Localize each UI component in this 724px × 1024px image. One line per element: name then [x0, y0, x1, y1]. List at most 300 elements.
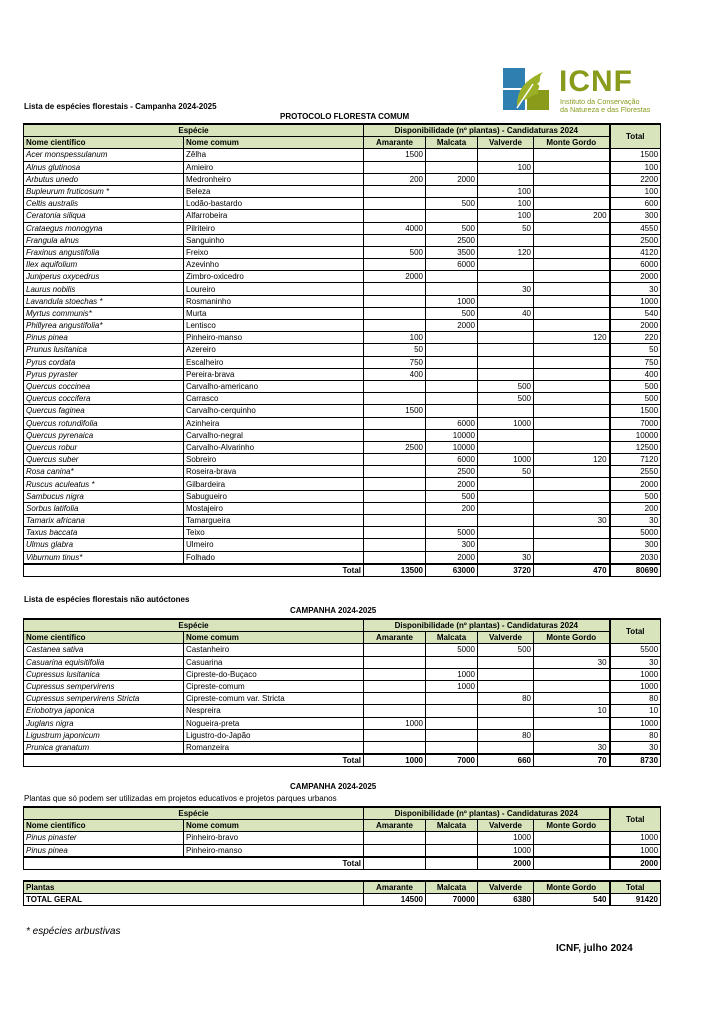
- cell-valverde: [478, 271, 534, 283]
- cell-amarante: [364, 515, 426, 527]
- cell-valverde: 500: [478, 644, 534, 656]
- cell-scientific-name: Prunica granatum: [24, 741, 184, 754]
- cell-scientific-name: Viburnum tinus*: [24, 551, 184, 564]
- cell-scientific-name: Prunus lusitanica: [24, 344, 184, 356]
- cell-amarante: [364, 307, 426, 319]
- cell-monte-gordo: 200: [534, 210, 610, 222]
- cell-scientific-name: Castanea sativa: [24, 644, 184, 656]
- cell-valverde: 40: [478, 307, 534, 319]
- table-row: [24, 271, 661, 283]
- cell-amarante: 2000: [364, 271, 426, 283]
- cell-common-name: Nogueira-preta: [184, 717, 364, 729]
- cell-valverde: [478, 259, 534, 271]
- header-disponibilidade: Disponibilidade (nº plantas) - Candidaturas 2024: [364, 619, 610, 632]
- non-native-species-table: [23, 618, 661, 767]
- cell-malcata: [426, 717, 478, 729]
- cell-malcata: [426, 693, 478, 705]
- table-row: [24, 344, 661, 356]
- cell-monte-gordo: [534, 271, 610, 283]
- urban-projects-table: [23, 806, 661, 870]
- cell-common-name: Tamargueira: [184, 515, 364, 527]
- cell-amarante: [364, 844, 426, 857]
- header-especie: Espécie: [24, 807, 364, 820]
- table-row: [24, 527, 661, 539]
- cell-total: 1500: [610, 149, 661, 161]
- cell-common-name: Amieiro: [184, 161, 364, 173]
- header-nome-comum: Nome comum: [184, 632, 364, 644]
- grand-total-monte-gordo: 540: [534, 894, 610, 906]
- document-signature: ICNF, julho 2024: [556, 943, 633, 954]
- cell-common-name: Freixo: [184, 246, 364, 258]
- cell-monte-gordo: [534, 320, 610, 332]
- cell-valverde: [478, 368, 534, 380]
- cell-valverde: 100: [478, 210, 534, 222]
- cell-scientific-name: Cupressus lusitanica: [24, 668, 184, 680]
- table-row: [24, 210, 661, 222]
- cell-valverde: 80: [478, 729, 534, 741]
- cell-malcata: [426, 332, 478, 344]
- cell-amarante: [364, 644, 426, 656]
- total-label: Total: [24, 857, 364, 870]
- cell-monte-gordo: [534, 185, 610, 197]
- cell-malcata: [426, 271, 478, 283]
- cell-total: 2000: [610, 478, 661, 490]
- header-monte-gordo: Monte Gordo: [534, 881, 610, 894]
- total-valverde: 2000: [478, 857, 534, 870]
- cell-total: 400: [610, 368, 661, 380]
- cell-scientific-name: Ilex aquifolium: [24, 259, 184, 271]
- header-amarante: Amarante: [364, 820, 426, 832]
- cell-common-name: Lentisco: [184, 320, 364, 332]
- cell-malcata: 2000: [426, 551, 478, 564]
- cell-monte-gordo: [534, 405, 610, 417]
- table-row: [24, 161, 661, 173]
- totals-row: [24, 754, 661, 767]
- cell-common-name: Carvalho-negral: [184, 429, 364, 441]
- cell-valverde: [478, 173, 534, 185]
- cell-total: 2000: [610, 271, 661, 283]
- table-row: [24, 539, 661, 551]
- cell-total: 30: [610, 515, 661, 527]
- cell-scientific-name: Crataegus monogyna: [24, 222, 184, 234]
- cell-malcata: [426, 185, 478, 197]
- cell-common-name: Azinheira: [184, 417, 364, 429]
- table-row: [24, 466, 661, 478]
- cell-scientific-name: Eriobotrya japonica: [24, 705, 184, 717]
- cell-scientific-name: Arbutus unedo: [24, 173, 184, 185]
- cell-total: 220: [610, 332, 661, 344]
- cell-valverde: [478, 741, 534, 754]
- cell-valverde: 120: [478, 246, 534, 258]
- oak-leaf-logo-icon: [503, 66, 551, 112]
- cell-malcata: 10000: [426, 441, 478, 453]
- cell-monte-gordo: [534, 417, 610, 429]
- cell-scientific-name: Ulmus glabra: [24, 539, 184, 551]
- cell-amarante: [364, 527, 426, 539]
- cell-valverde: [478, 668, 534, 680]
- cell-total: 1000: [610, 295, 661, 307]
- cell-valverde: 500: [478, 380, 534, 392]
- cell-malcata: [426, 356, 478, 368]
- cell-monte-gordo: [534, 466, 610, 478]
- cell-valverde: 30: [478, 551, 534, 564]
- cell-monte-gordo: 120: [534, 332, 610, 344]
- cell-total: 540: [610, 307, 661, 319]
- cell-amarante: 4000: [364, 222, 426, 234]
- grand-total-malcata: 70000: [426, 894, 478, 906]
- cell-monte-gordo: [534, 644, 610, 656]
- cell-total: 1000: [610, 680, 661, 692]
- cell-monte-gordo: [534, 356, 610, 368]
- cell-valverde: [478, 441, 534, 453]
- header-especie: Espécie: [24, 124, 364, 137]
- cell-valverde: 1000: [478, 832, 534, 844]
- cell-total: 500: [610, 490, 661, 502]
- header-total: Total: [610, 807, 661, 832]
- cell-total: 2550: [610, 466, 661, 478]
- table-row: [24, 198, 661, 210]
- cell-malcata: 6000: [426, 454, 478, 466]
- cell-common-name: Carvalho-americano: [184, 380, 364, 392]
- table-row: [24, 551, 661, 564]
- cell-valverde: [478, 680, 534, 692]
- cell-valverde: [478, 295, 534, 307]
- cell-amarante: [364, 210, 426, 222]
- grand-total-valverde: 6380: [478, 894, 534, 906]
- cell-valverde: [478, 502, 534, 514]
- cell-monte-gordo: [534, 246, 610, 258]
- header-malcata: Malcata: [426, 881, 478, 894]
- cell-monte-gordo: [534, 198, 610, 210]
- total-valverde: 3720: [478, 564, 534, 577]
- cell-scientific-name: Ligustrum japonicum: [24, 729, 184, 741]
- header-amarante: Amarante: [364, 632, 426, 644]
- cell-valverde: 80: [478, 693, 534, 705]
- cell-monte-gordo: [534, 832, 610, 844]
- table-row: [24, 490, 661, 502]
- total-malcata: 63000: [426, 564, 478, 577]
- cell-monte-gordo: 30: [534, 656, 610, 668]
- cell-monte-gordo: 30: [534, 741, 610, 754]
- cell-total: 1000: [610, 717, 661, 729]
- total-total: 80690: [610, 564, 661, 577]
- cell-common-name: Zêlha: [184, 149, 364, 161]
- cell-amarante: [364, 259, 426, 271]
- cell-valverde: 100: [478, 185, 534, 197]
- cell-common-name: Ligustro-do-Japão: [184, 729, 364, 741]
- cell-valverde: [478, 705, 534, 717]
- cell-scientific-name: Celtis australis: [24, 198, 184, 210]
- cell-amarante: 400: [364, 368, 426, 380]
- cell-scientific-name: Tamarix africana: [24, 515, 184, 527]
- cell-malcata: 2500: [426, 466, 478, 478]
- cell-common-name: Cipreste-do-Buçaco: [184, 668, 364, 680]
- cell-malcata: 10000: [426, 429, 478, 441]
- cell-scientific-name: Alnus glutinosa: [24, 161, 184, 173]
- cell-scientific-name: Juniperus oxycedrus: [24, 271, 184, 283]
- header-valverde: Valverde: [478, 632, 534, 644]
- cell-scientific-name: Acer monspessulanum: [24, 149, 184, 161]
- cell-total: 10000: [610, 429, 661, 441]
- cell-total: 2200: [610, 173, 661, 185]
- header-nome-cientifico: Nome científico: [24, 820, 184, 832]
- cell-common-name: Rosmaninho: [184, 295, 364, 307]
- header-monte-gordo: Monte Gordo: [534, 632, 610, 644]
- cell-monte-gordo: [534, 149, 610, 161]
- table-row: [24, 729, 661, 741]
- cell-scientific-name: Cupressus sempervirens: [24, 680, 184, 692]
- table-row: [24, 429, 661, 441]
- cell-scientific-name: Pinus pinea: [24, 332, 184, 344]
- cell-common-name: Azereiro: [184, 344, 364, 356]
- cell-scientific-name: Pyrus pyraster: [24, 368, 184, 380]
- cell-valverde: [478, 320, 534, 332]
- cell-malcata: 1000: [426, 295, 478, 307]
- cell-monte-gordo: [534, 380, 610, 392]
- cell-amarante: [364, 478, 426, 490]
- cell-valverde: [478, 717, 534, 729]
- cell-scientific-name: Laurus nobilis: [24, 283, 184, 295]
- cell-amarante: 500: [364, 246, 426, 258]
- cell-amarante: [364, 283, 426, 295]
- cell-common-name: Carvalho-cerquinho: [184, 405, 364, 417]
- cell-monte-gordo: [534, 429, 610, 441]
- cell-common-name: Beleza: [184, 185, 364, 197]
- cell-common-name: Carrasco: [184, 393, 364, 405]
- cell-malcata: [426, 515, 478, 527]
- header-valverde: Valverde: [478, 881, 534, 894]
- cell-total: 100: [610, 161, 661, 173]
- header-valverde: Valverde: [478, 820, 534, 832]
- header-monte-gordo: Monte Gordo: [534, 137, 610, 149]
- header-nome-comum: Nome comum: [184, 820, 364, 832]
- cell-monte-gordo: [534, 368, 610, 380]
- cell-amarante: [364, 741, 426, 754]
- cell-common-name: Pereira-brava: [184, 368, 364, 380]
- cell-common-name: Azevinho: [184, 259, 364, 271]
- cell-common-name: Carvalho-Alvarinho: [184, 441, 364, 453]
- cell-monte-gordo: 120: [534, 454, 610, 466]
- cell-monte-gordo: [534, 490, 610, 502]
- header-nome-cientifico: Nome científico: [24, 632, 184, 644]
- cell-malcata: [426, 393, 478, 405]
- cell-scientific-name: Taxus baccata: [24, 527, 184, 539]
- cell-monte-gordo: [534, 502, 610, 514]
- header-total: Total: [610, 124, 661, 149]
- header-especie: Espécie: [24, 619, 364, 632]
- cell-amarante: 1000: [364, 717, 426, 729]
- cell-amarante: 50: [364, 344, 426, 356]
- cell-common-name: Lodão-bastardo: [184, 198, 364, 210]
- cell-total: 30: [610, 741, 661, 754]
- cell-malcata: [426, 283, 478, 295]
- cell-total: 500: [610, 393, 661, 405]
- icnf-logo: [503, 66, 663, 114]
- table-row: [24, 705, 661, 717]
- total-geral-label: TOTAL GERAL: [24, 894, 364, 906]
- cell-common-name: Zimbro-oxicedro: [184, 271, 364, 283]
- cell-total: 6000: [610, 259, 661, 271]
- cell-common-name: Murta: [184, 307, 364, 319]
- table-row: [24, 680, 661, 692]
- table-row: [24, 644, 661, 656]
- cell-scientific-name: Quercus robur: [24, 441, 184, 453]
- cell-malcata: [426, 705, 478, 717]
- cell-common-name: Ulmeiro: [184, 539, 364, 551]
- cell-amarante: [364, 502, 426, 514]
- cell-scientific-name: Pinus pinaster: [24, 832, 184, 844]
- cell-amarante: [364, 295, 426, 307]
- cell-monte-gordo: [534, 222, 610, 234]
- cell-valverde: [478, 527, 534, 539]
- cell-valverde: [478, 356, 534, 368]
- cell-amarante: 750: [364, 356, 426, 368]
- cell-scientific-name: Lavandula stoechas *: [24, 295, 184, 307]
- total-monte-gordo: [534, 857, 610, 870]
- cell-valverde: [478, 332, 534, 344]
- cell-scientific-name: Quercus pyrenaica: [24, 429, 184, 441]
- total-monte-gordo: 70: [534, 754, 610, 767]
- table-row: [24, 234, 661, 246]
- table-row: [24, 332, 661, 344]
- table-row: [24, 417, 661, 429]
- table-row: [24, 307, 661, 319]
- cell-scientific-name: Bupleurum fruticosum *: [24, 185, 184, 197]
- cell-amarante: [364, 393, 426, 405]
- cell-malcata: 2000: [426, 173, 478, 185]
- cell-total: 30: [610, 283, 661, 295]
- cell-scientific-name: Ceratonia siliqua: [24, 210, 184, 222]
- cell-common-name: Pinheiro-manso: [184, 332, 364, 344]
- table-row: [24, 693, 661, 705]
- cell-total: 30: [610, 656, 661, 668]
- cell-malcata: [426, 368, 478, 380]
- cell-scientific-name: Quercus coccinea: [24, 380, 184, 392]
- cell-valverde: 1000: [478, 417, 534, 429]
- cell-scientific-name: Phillyrea angustifolia*: [24, 320, 184, 332]
- cell-malcata: 5000: [426, 527, 478, 539]
- grand-total-overall: 91420: [610, 894, 661, 906]
- non-native-section-title: Lista de espécies florestais não autóctones: [24, 595, 190, 604]
- table-row: [24, 368, 661, 380]
- cell-malcata: 2000: [426, 478, 478, 490]
- cell-common-name: Pinheiro-manso: [184, 844, 364, 857]
- cell-total: 5000: [610, 527, 661, 539]
- cell-monte-gordo: [534, 717, 610, 729]
- table-row: [24, 356, 661, 368]
- cell-amarante: 1500: [364, 149, 426, 161]
- cell-valverde: [478, 344, 534, 356]
- header-monte-gordo: Monte Gordo: [534, 820, 610, 832]
- cell-malcata: 500: [426, 490, 478, 502]
- cell-monte-gordo: [534, 173, 610, 185]
- cell-total: 1000: [610, 832, 661, 844]
- cell-scientific-name: Myrtus communis*: [24, 307, 184, 319]
- cell-malcata: 1000: [426, 680, 478, 692]
- cell-monte-gordo: [534, 680, 610, 692]
- cell-scientific-name: Pyrus cordata: [24, 356, 184, 368]
- cell-malcata: 5000: [426, 644, 478, 656]
- table-row: [24, 380, 661, 392]
- table-row: [24, 832, 661, 844]
- cell-valverde: 1000: [478, 844, 534, 857]
- protocol-title: PROTOCOLO FLORESTA COMUM: [280, 112, 410, 121]
- header-total: Total: [610, 881, 661, 894]
- cell-total: 80: [610, 729, 661, 741]
- table-row: [24, 283, 661, 295]
- cell-total: 4550: [610, 222, 661, 234]
- cell-scientific-name: Rosa canina*: [24, 466, 184, 478]
- logo-subtitle-line2: da Natureza e das Florestas: [560, 105, 651, 114]
- cell-total: 1000: [610, 844, 661, 857]
- total-total: 2000: [610, 857, 661, 870]
- table-row: [24, 393, 661, 405]
- cell-monte-gordo: 30: [534, 515, 610, 527]
- cell-valverde: [478, 539, 534, 551]
- cell-monte-gordo: [534, 234, 610, 246]
- cell-monte-gordo: [534, 259, 610, 271]
- total-malcata: 7000: [426, 754, 478, 767]
- cell-valverde: [478, 515, 534, 527]
- totals-row: [24, 857, 661, 870]
- cell-amarante: [364, 380, 426, 392]
- header-amarante: Amarante: [364, 137, 426, 149]
- total-total: 8730: [610, 754, 661, 767]
- table-row: [24, 741, 661, 754]
- cell-valverde: [478, 478, 534, 490]
- cell-malcata: 500: [426, 222, 478, 234]
- cell-common-name: Medronheiro: [184, 173, 364, 185]
- campaign-title-3: CAMPANHA 2024-2025: [290, 782, 377, 791]
- cell-common-name: Casuarina: [184, 656, 364, 668]
- grand-total-table: [23, 880, 661, 906]
- cell-amarante: [364, 234, 426, 246]
- cell-valverde: [478, 429, 534, 441]
- cell-scientific-name: Quercus suber: [24, 454, 184, 466]
- cell-total: 1000: [610, 668, 661, 680]
- header-total: Total: [610, 619, 661, 644]
- cell-common-name: Pinheiro-bravo: [184, 832, 364, 844]
- cell-common-name: Sanguinho: [184, 234, 364, 246]
- cell-valverde: 100: [478, 198, 534, 210]
- cell-scientific-name: Cupressus sempervirens Stricta: [24, 693, 184, 705]
- cell-monte-gordo: [534, 527, 610, 539]
- cell-amarante: [364, 729, 426, 741]
- cell-amarante: [364, 161, 426, 173]
- plantas-label: Plantas: [24, 881, 364, 894]
- header-nome-comum: Nome comum: [184, 137, 364, 149]
- cell-amarante: [364, 832, 426, 844]
- cell-monte-gordo: [534, 161, 610, 173]
- cell-common-name: Romanzeira: [184, 741, 364, 754]
- total-monte-gordo: 470: [534, 564, 610, 577]
- cell-malcata: 200: [426, 502, 478, 514]
- table-row: [24, 246, 661, 258]
- cell-valverde: [478, 234, 534, 246]
- cell-common-name: Castanheiro: [184, 644, 364, 656]
- cell-malcata: [426, 729, 478, 741]
- total-amarante: 13500: [364, 564, 426, 577]
- cell-malcata: [426, 161, 478, 173]
- cell-amarante: [364, 680, 426, 692]
- header-amarante: Amarante: [364, 881, 426, 894]
- cell-scientific-name: Quercus coccifera: [24, 393, 184, 405]
- cell-malcata: 6000: [426, 417, 478, 429]
- cell-total: 7120: [610, 454, 661, 466]
- cell-common-name: Sabugueiro: [184, 490, 364, 502]
- cell-total: 12500: [610, 441, 661, 453]
- cell-valverde: [478, 656, 534, 668]
